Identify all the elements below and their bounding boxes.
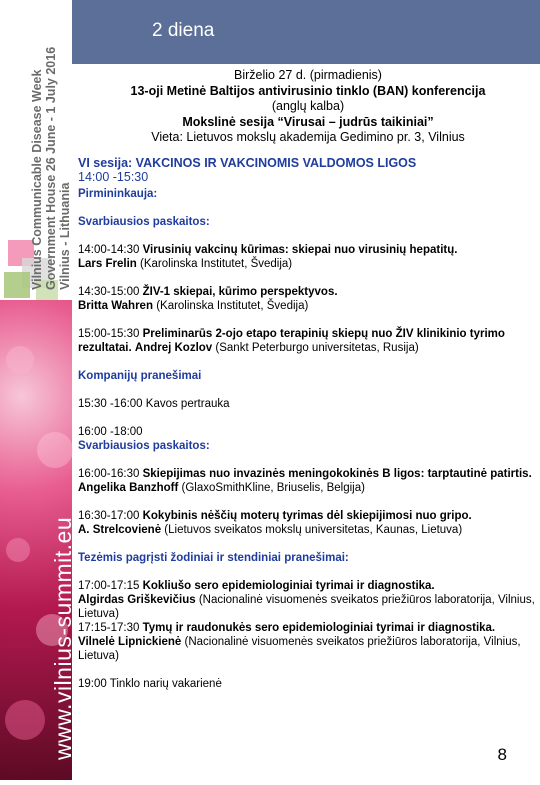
summit-url: www.vilnius-summit.eu xyxy=(50,516,76,760)
talk-affiliation: (Lietuvos sveikatos mokslų universitetas, Kaunas, Lietuva) xyxy=(164,523,463,536)
talk-speaker: Angelika Banzhoff xyxy=(78,481,179,494)
intro-language: (anglų kalba) xyxy=(271,99,345,113)
talk-affiliation: (Nacionalinė visuomenės sveikatos priežiūros laboratorija, Vilnius, Lietuva) xyxy=(78,593,535,620)
talk-time: 14:30-15:00 xyxy=(78,285,140,298)
talk-title: Tymų ir raudonukės sero epidemiologiniai tyrimai ir diagnostika. xyxy=(142,621,496,634)
talk-time: 15:00-15:30 xyxy=(78,327,140,340)
sidebar-branding xyxy=(0,0,76,780)
event-title-vertical xyxy=(30,47,72,290)
talk-item xyxy=(78,243,538,271)
talk-item xyxy=(78,285,538,313)
talk-title: Preliminarūs 2-ojo etapo terapinių skiepų nuo ŽIV klinikinio tyrimo rezultatai. xyxy=(78,327,505,354)
talk-time: 16:30-17:00 xyxy=(78,509,140,522)
event-title-line-3: Vilnius - Lithuania xyxy=(58,182,72,290)
session-time: 14:00 -15:30 xyxy=(78,170,149,184)
session-heading xyxy=(78,156,538,185)
talk-time: 17:15-17:30 xyxy=(78,621,140,634)
talk-affiliation: (GlaxoSmithKline, Briuselis, Belgija) xyxy=(181,481,365,494)
talk-time: 14:00-14:30 xyxy=(78,243,140,256)
event-title-line-1: Vilnius Communicable Disease Week xyxy=(30,69,44,290)
event-title-line-2: Government House 26 June - 1 July 2016 xyxy=(44,46,58,290)
talk-affiliation: (Nacionalinė visuomenės sveikatos priežiūros laboratorija, Vilnius, Lietuva) xyxy=(78,635,521,662)
page-header xyxy=(72,0,540,64)
coffee-break: 15:30 -16:00 Kavos pertrauka xyxy=(78,397,230,410)
intro-conference: 13-oji Metinė Baltijos antivirusinio tinklo (BAN) konferencija xyxy=(130,83,486,98)
page-number: 8 xyxy=(497,745,507,764)
talk-affiliation: (Karolinska Institutet, Švedija) xyxy=(156,299,309,312)
dinner: 19:00 Tinklo narių vakarienė xyxy=(78,677,222,690)
talk-title: Kokliušo sero epidemiologiniai tyrimai ir diagnostika. xyxy=(142,579,435,592)
talk-speaker: Vilnelė Lipnickienė xyxy=(78,635,182,648)
talk-speaker: Britta Wahren xyxy=(78,299,153,312)
green-square-decor xyxy=(4,272,30,298)
talk-affiliation: (Karolinska Institutet, Švedija) xyxy=(140,257,293,270)
theses-label: Tezėmis pagrįsti žodiniai ir stendiniai pranešimai: xyxy=(78,551,349,564)
sidebar-top xyxy=(0,0,72,300)
talk-item xyxy=(78,327,538,355)
talk-speaker: Andrej Kozlov xyxy=(134,341,213,354)
talk-speaker: Lars Frelin xyxy=(78,257,137,270)
intro-block xyxy=(78,68,538,146)
talk-time: 16:00-16:30 xyxy=(78,467,140,480)
talk-item xyxy=(78,467,538,495)
programme-content xyxy=(78,68,538,691)
talk-title: ŽIV-1 skiepai, kūrimo perspektyvos. xyxy=(142,285,338,298)
block2-time: 16:00 -18:00 xyxy=(78,425,143,438)
intro-venue: Vieta: Lietuvos mokslų akademija Gedimino pr. 3, Vilnius xyxy=(151,130,465,144)
intro-session-title: Mokslinė sesija “Virusai – judrūs taikiniai” xyxy=(182,114,434,129)
intro-date: Birželio 27 d. (pirmadienis) xyxy=(234,68,382,82)
talk-affiliation: (Sankt Peterburgo universitetas, Rusija) xyxy=(215,341,419,354)
talk-item xyxy=(78,579,538,621)
talk-item xyxy=(78,509,538,537)
page-title: 2 diena xyxy=(152,20,215,41)
company-talks-label: Kompanijų pranešimai xyxy=(78,369,202,382)
talk-title: Skiepijimas nuo invazinės meningokokinės B ligos: tarptautinė patirtis. xyxy=(142,467,532,480)
talk-title: Kokybinis nėščių moterų tyrimas dėl skiepijimosi nuo gripo. xyxy=(142,509,472,522)
talk-time: 17:00-17:15 xyxy=(78,579,140,592)
session-title: VI sesija: VAKCINOS IR VAKCINOMIS VALDOMOS LIGOS xyxy=(78,155,417,170)
talk-speaker: A. Strelcovienė xyxy=(78,523,162,536)
talk-title: Virusinių vakcinų kūrimas: skiepai nuo virusinių hepatitų. xyxy=(142,243,458,256)
talk-speaker: Algirdas Griškevičius xyxy=(78,593,196,606)
talk-item xyxy=(78,621,538,663)
chair-label: Pirmininkauja: xyxy=(78,187,158,200)
key-talks-label: Svarbiausios paskaitos: xyxy=(78,215,210,228)
block2-label: Svarbiausios paskaitos: xyxy=(78,439,210,452)
